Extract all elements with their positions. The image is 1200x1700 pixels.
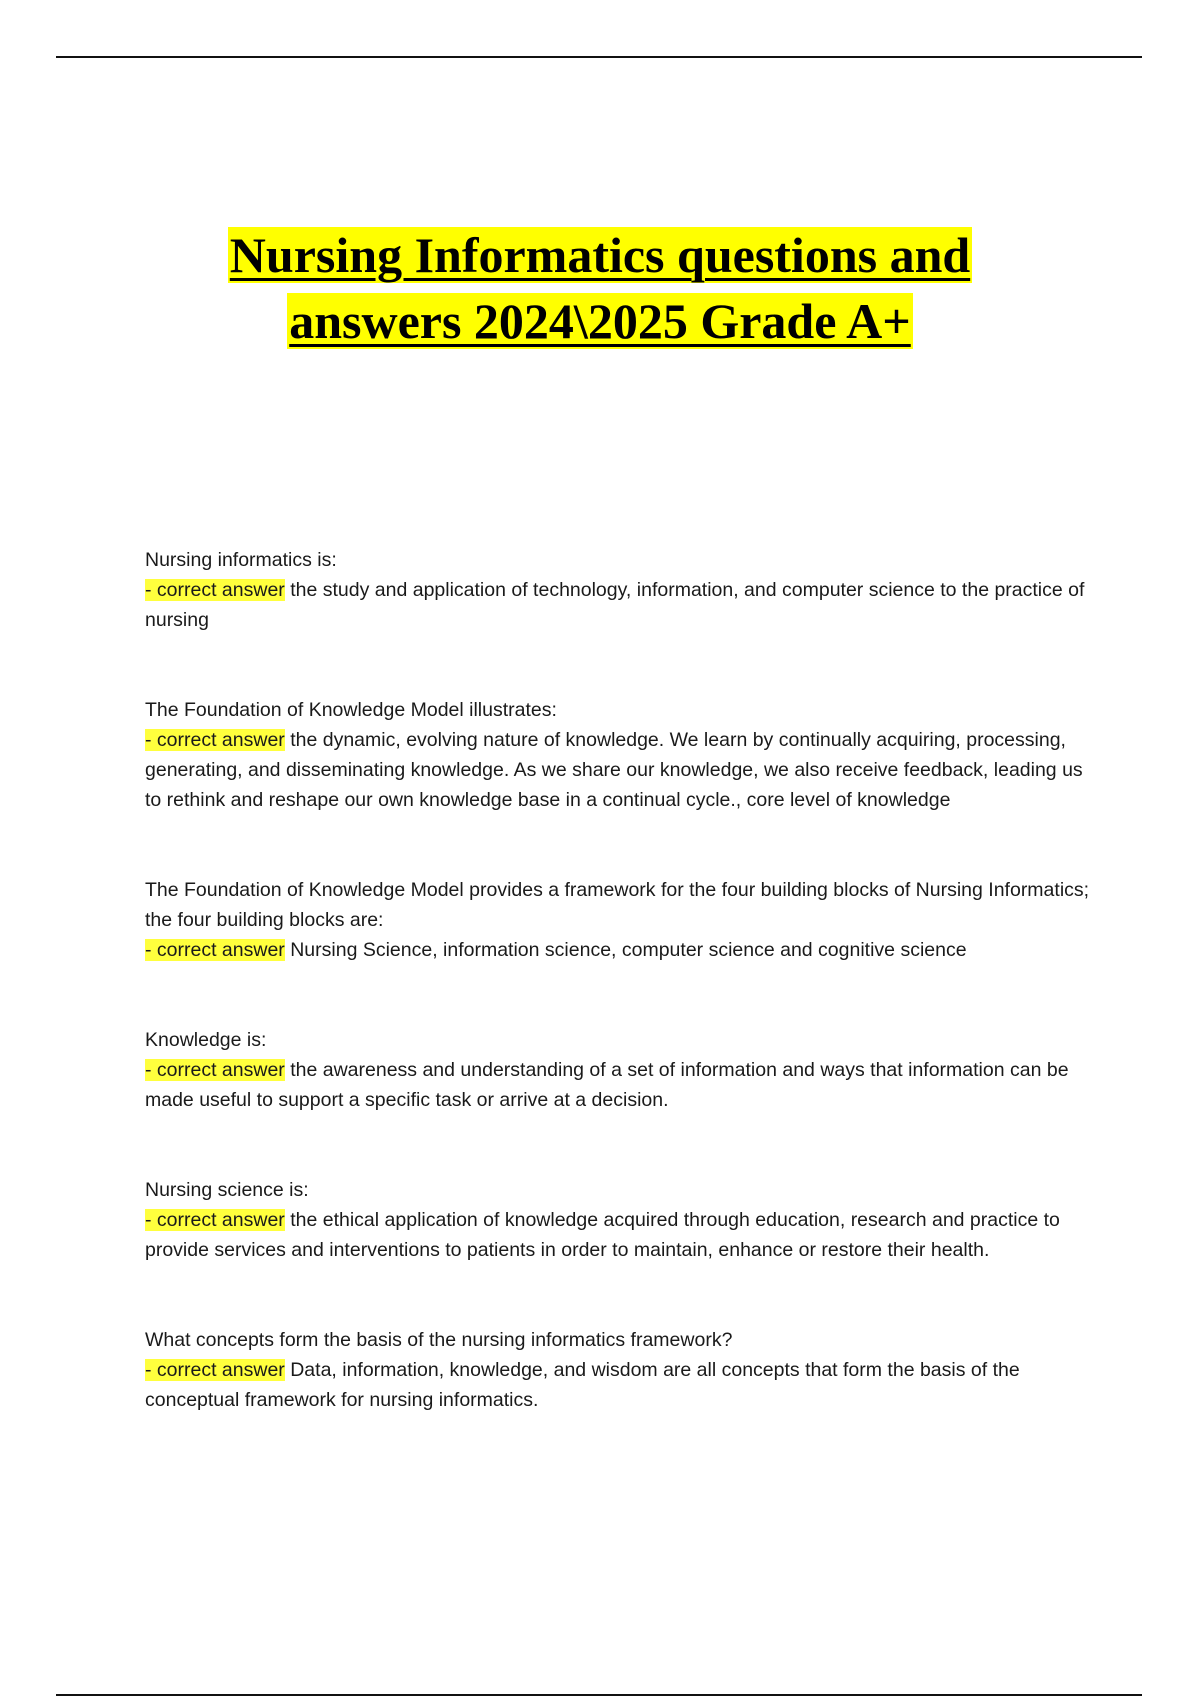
correct-answer-marker: - correct answer [145, 939, 285, 961]
question-text: Knowledge is: [145, 1029, 267, 1051]
question-text: The Foundation of Knowledge Model provides a framework for the four building blocks of Nursing Informatics; the four building blocks are: [145, 879, 1090, 931]
answer-text [145, 1205, 1090, 1265]
correct-answer-marker: - correct answer [145, 1359, 285, 1381]
document-title [0, 222, 1200, 354]
question-text: What concepts form the basis of the nursing informatics framework? [145, 1329, 733, 1351]
answer-body: the dynamic, evolving nature of knowledge. We learn by continually acquiring, processing, generating, and disseminating knowledge. As we share our knowledge, we also receive feedback, leading us to rethink and reshape our own knowledge base in a continual cycle., core level of knowledge [145, 729, 1083, 811]
answer-body: the study and application of technology, information, and computer science to the practice of nursing [145, 579, 1085, 631]
title-line-2: answers 2024\2025 Grade A+ [289, 293, 911, 349]
correct-answer-marker: - correct answer [145, 729, 285, 751]
qa-item [145, 695, 1090, 815]
header-rule [56, 56, 1142, 58]
answer-text [145, 1055, 1090, 1115]
qa-item [145, 1025, 1090, 1115]
answer-text [145, 575, 1090, 635]
answer-body: Data, information, knowledge, and wisdom are all concepts that form the basis of the conceptual framework for nursing informatics. [145, 1359, 1020, 1411]
answer-body: the awareness and understanding of a set of information and ways that information can be made useful to support a specific task or arrive at a decision. [145, 1059, 1069, 1111]
answer-body: the ethical application of knowledge acquired through education, research and practice to provide services and interventions to patients in order to maintain, enhance or restore their health. [145, 1209, 1060, 1261]
correct-answer-marker: - correct answer [145, 1209, 285, 1231]
correct-answer-marker: - correct answer [145, 579, 285, 601]
qa-item [145, 1325, 1090, 1415]
question-text: The Foundation of Knowledge Model illustrates: [145, 699, 557, 721]
qa-list [145, 545, 1090, 1475]
qa-item [145, 545, 1090, 635]
answer-body: Nursing Science, information science, computer science and cognitive science [290, 939, 967, 961]
title-line-1: Nursing Informatics questions and [229, 227, 971, 283]
footer-rule [56, 1694, 1142, 1696]
correct-answer-marker: - correct answer [145, 1059, 285, 1081]
question-text: Nursing science is: [145, 1179, 309, 1201]
answer-text [145, 725, 1090, 815]
answer-text [145, 1355, 1090, 1415]
answer-text [145, 935, 1090, 965]
qa-item [145, 1175, 1090, 1265]
question-text: Nursing informatics is: [145, 549, 337, 571]
qa-item [145, 875, 1090, 965]
